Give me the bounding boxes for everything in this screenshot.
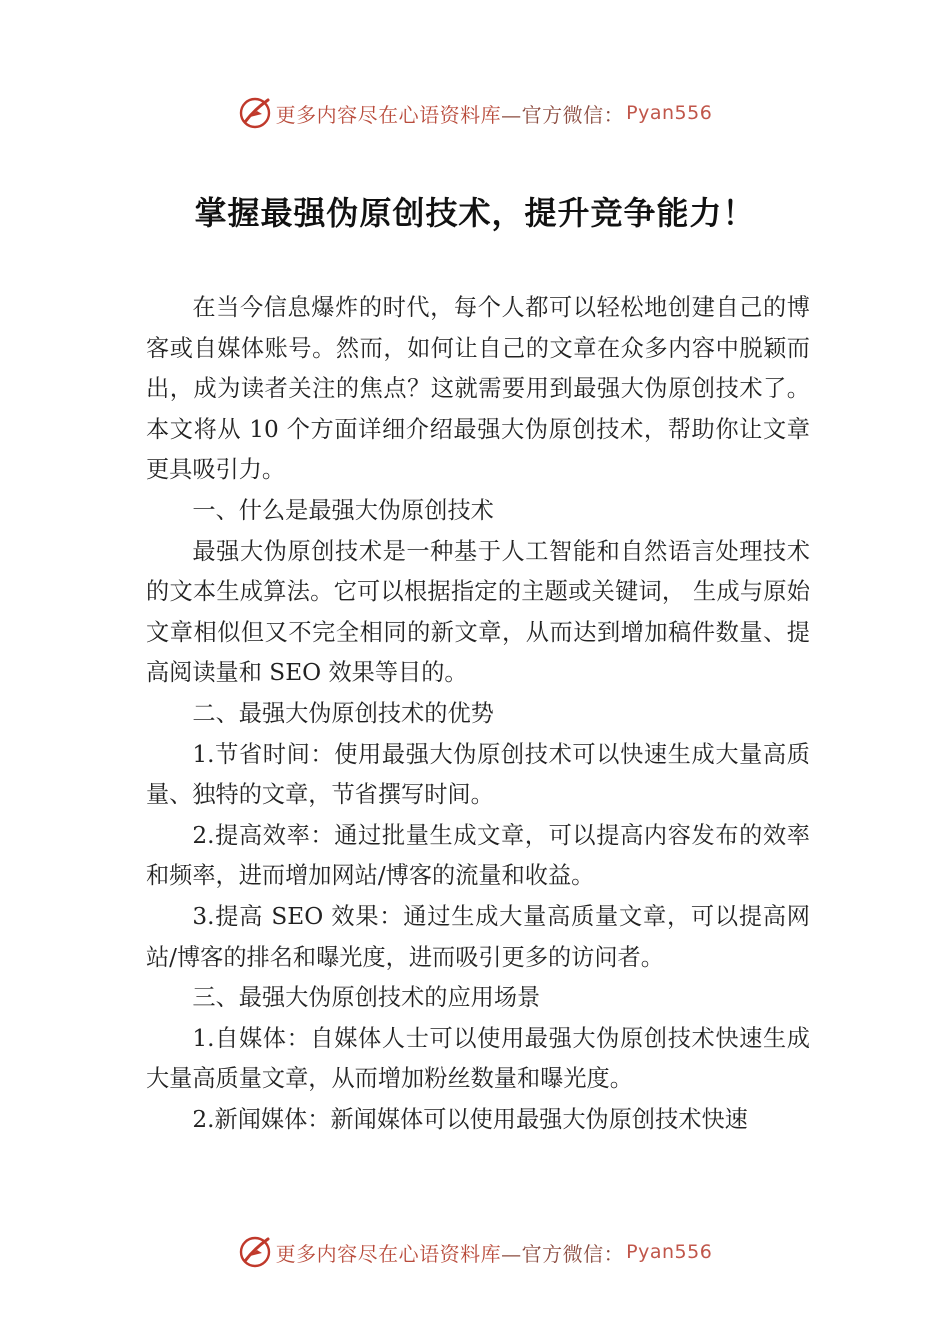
paragraph-definition: 最强大伪原创技术是一种基于人工智能和自然语言处理技术的文本生成算法。它可以根据指定的主题或关键词， 生成与原始文章相似但又不完全相同的新文章，从而达到增加稿件数量、提高阅读量和 SEO 效果等目的。: [146, 537, 810, 687]
document-body: [146, 288, 810, 1140]
quill-logo-icon: [238, 1235, 272, 1269]
header-contact-label: —官方微信：: [501, 102, 625, 127]
section-heading-1: 一、什么是最强大伪原创技术: [192, 496, 494, 524]
section-heading-3: 三、最强大伪原创技术的应用场景: [192, 984, 541, 1012]
footer-slogan: 更多内容尽在心语资料库: [275, 1241, 502, 1266]
section-heading-2: 二、最强大伪原创技术的优势: [192, 699, 494, 727]
header-wechat-id: Pyan556: [626, 102, 713, 124]
document-title: 掌握最强伪原创技术，提升竞争能力！: [194, 194, 756, 232]
footer-contact-label: —官方微信：: [501, 1241, 625, 1266]
header-slogan: 更多内容尽在心语资料库: [275, 102, 502, 127]
page-footer-banner: [0, 1232, 950, 1272]
paragraph-advantage-1: 1.节省时间：使用最强大伪原创技术可以快速生成大量高质量、独特的文章，节省撰写时间。: [146, 740, 810, 809]
paragraph-advantage-3: 3.提高 SEO 效果：通过生成大量高质量文章，可以提高网站/博客的排名和曝光度，进而吸引更多的访问者。: [146, 902, 810, 971]
paragraph-advantage-2: 2.提高效率：通过批量生成文章，可以提高内容发布的效率和频率，进而增加网站/博客的流量和收益。: [146, 821, 810, 890]
footer-wechat-id: Pyan556: [626, 1241, 713, 1263]
page-header-banner: [0, 93, 950, 133]
paragraph-intro: 在当今信息爆炸的时代，每个人都可以轻松地创建自己的博客或自媒体账号。然而，如何让自己的文章在众多内容中脱颖而出，成为读者关注的焦点？这就需要用到最强大伪原创技术了。本文将从 10 个方面详细介绍最强大伪原创技术，帮助你让文章更具吸引力。: [146, 294, 810, 484]
paragraph-scenario-2: 2.新闻媒体：新闻媒体可以使用最强大伪原创技术快速: [192, 1105, 748, 1133]
quill-logo-icon: [238, 96, 272, 130]
paragraph-scenario-1: 1.自媒体：自媒体人士可以使用最强大伪原创技术快速生成大量高质量文章，从而增加粉丝数量和曝光度。: [146, 1024, 810, 1093]
